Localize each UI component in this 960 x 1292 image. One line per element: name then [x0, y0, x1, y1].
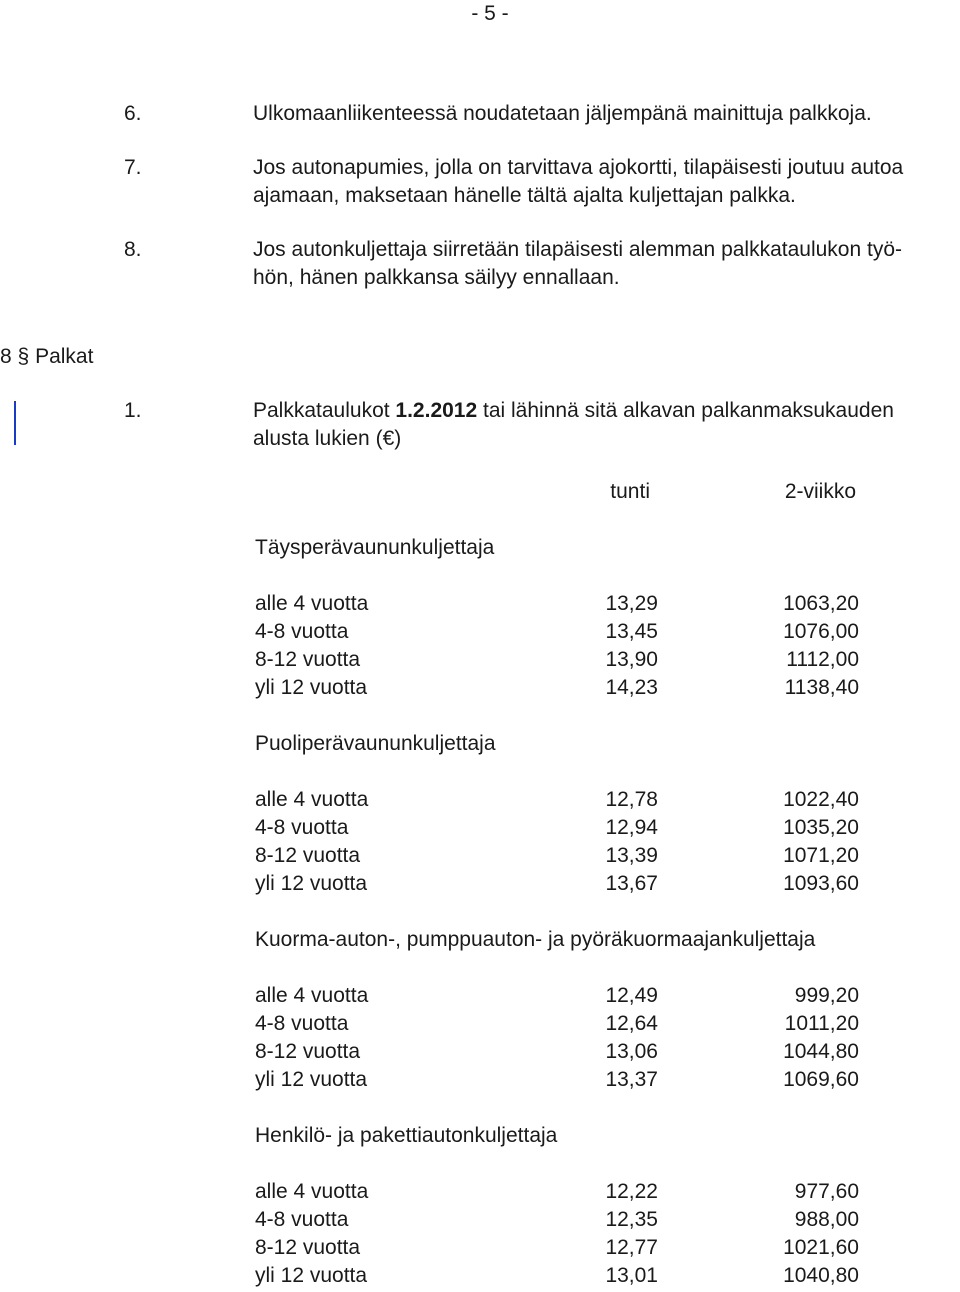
row-label: yli 12 vuotta [255, 872, 368, 895]
list-number: 8. [124, 238, 142, 261]
subsection-date: 1.2.2012 [395, 399, 478, 422]
row-label: yli 12 vuotta [255, 676, 368, 699]
two-week-wage: 1044,80 [783, 1040, 859, 1063]
two-week-wage: 1040,80 [783, 1264, 859, 1287]
two-week-wage: 1063,20 [783, 592, 859, 615]
row-label: 4-8 vuotta [255, 1208, 349, 1231]
section-title: Palkat [35, 345, 94, 368]
hourly-wage: 12,64 [605, 1012, 658, 1035]
two-week-wage: 1093,60 [783, 872, 859, 895]
hourly-wage: 13,06 [605, 1040, 658, 1063]
hourly-wage: 14,23 [605, 676, 658, 699]
hourly-wage: 13,29 [605, 592, 658, 615]
section-number: 8 [0, 345, 12, 368]
section-heading [0, 343, 93, 371]
category-heading: Kuorma-auton-, pumppuauton- ja pyöräkuormaajankuljettaja [255, 928, 816, 951]
hourly-wage: 12,78 [605, 788, 658, 811]
row-label: alle 4 vuotta [255, 984, 369, 1007]
subsection-number: 1. [124, 399, 142, 422]
hourly-wage: 12,77 [605, 1236, 658, 1259]
row-label: 8-12 vuotta [255, 844, 361, 867]
hourly-wage: 13,37 [605, 1068, 658, 1091]
subsection-title [253, 397, 894, 425]
two-week-wage: 977,60 [794, 1180, 859, 1203]
category-heading: Henkilö- ja pakettiautonkuljettaja [255, 1124, 558, 1147]
two-week-wage: 988,00 [794, 1208, 859, 1231]
list-number: 6. [124, 102, 142, 125]
revision-change-bar [14, 401, 16, 445]
section-sign: § [17, 345, 30, 368]
two-week-wage: 1069,60 [783, 1068, 859, 1091]
list-text-line: ajamaan, maksetaan hänelle tältä ajalta kuljettajan palkka. [253, 184, 796, 207]
row-label: 8-12 vuotta [255, 1040, 361, 1063]
hourly-wage: 13,01 [605, 1264, 658, 1287]
row-label: 4-8 vuotta [255, 1012, 349, 1035]
page-number: - 5 - [471, 2, 509, 25]
row-label: 4-8 vuotta [255, 620, 349, 643]
row-label: alle 4 vuotta [255, 592, 369, 615]
list-text-line: Jos autonkuljettaja siirretään tilapäisesti alemman palkkataulukon työ- [253, 238, 903, 261]
hourly-wage: 13,67 [605, 872, 658, 895]
hourly-wage: 12,35 [605, 1208, 658, 1231]
hourly-wage: 12,49 [605, 984, 658, 1007]
list-text-line: Ulkomaanliikenteessä noudatetaan jäljempänä mainittuja palkkoja. [253, 102, 872, 125]
row-label: 8-12 vuotta [255, 648, 361, 671]
list-number: 7. [124, 156, 142, 179]
row-label: yli 12 vuotta [255, 1264, 368, 1287]
hourly-wage: 12,22 [605, 1180, 658, 1203]
row-label: 4-8 vuotta [255, 816, 349, 839]
row-label: alle 4 vuotta [255, 1180, 369, 1203]
list-text-line: Jos autonapumies, jolla on tarvittava ajokortti, tilapäisesti joutuu autoa [253, 156, 904, 179]
subsection-title-suffix: tai lähinnä sitä alkavan palkanmaksukauden [477, 399, 894, 422]
two-week-wage: 1035,20 [783, 816, 859, 839]
two-week-wage: 999,20 [794, 984, 859, 1007]
hourly-wage: 13,39 [605, 844, 658, 867]
hourly-wage: 12,94 [605, 816, 658, 839]
category-heading: Puoliperävaununkuljettaja [255, 732, 496, 755]
column-header-hour: tunti [610, 480, 650, 503]
two-week-wage: 1022,40 [783, 788, 859, 811]
hourly-wage: 13,90 [605, 648, 658, 671]
two-week-wage: 1011,20 [784, 1012, 859, 1035]
subsection-title-line2: alusta lukien (€) [253, 427, 402, 450]
subsection-title-prefix: Palkkataulukot [253, 399, 396, 422]
category-heading: Täysperävaununkuljettaja [255, 536, 495, 559]
row-label: alle 4 vuotta [255, 788, 369, 811]
two-week-wage: 1112,00 [786, 648, 859, 671]
two-week-wage: 1021,60 [783, 1236, 859, 1259]
column-header-two-week: 2-viikko [784, 480, 856, 503]
row-label: yli 12 vuotta [255, 1068, 368, 1091]
two-week-wage: 1076,00 [783, 620, 859, 643]
row-label: 8-12 vuotta [255, 1236, 361, 1259]
list-text-line: hön, hänen palkkansa säilyy ennallaan. [253, 266, 620, 289]
hourly-wage: 13,45 [605, 620, 658, 643]
two-week-wage: 1071,20 [783, 844, 859, 867]
two-week-wage: 1138,40 [784, 676, 859, 699]
